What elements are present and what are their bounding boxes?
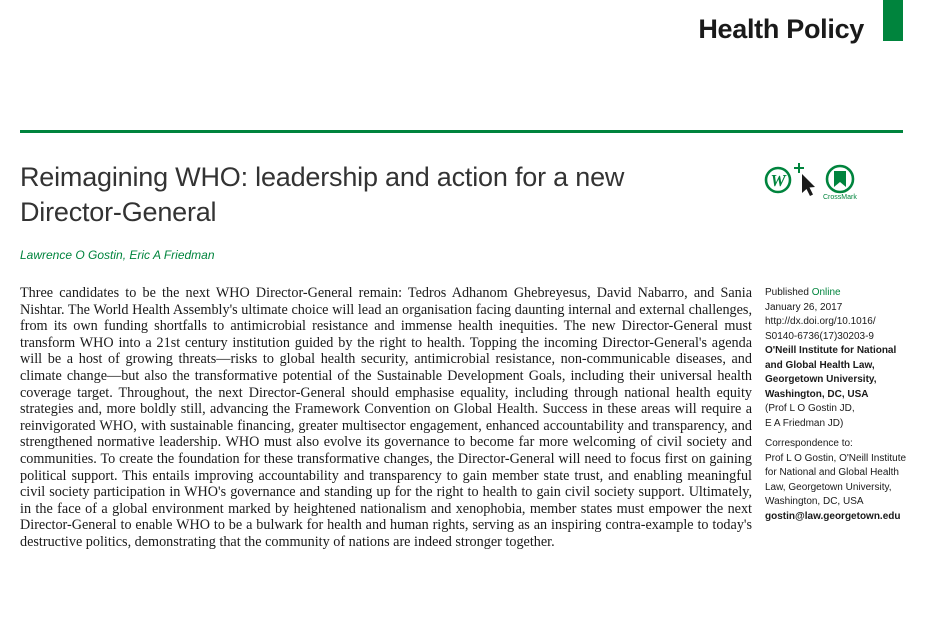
- svg-text:W: W: [770, 171, 786, 190]
- author-list: Lawrence O Gostin, Eric A Friedman: [20, 248, 215, 262]
- published-date: January 26, 2017: [765, 301, 843, 313]
- cursor-icon: [802, 174, 815, 196]
- article-title-line1: Reimagining WHO: leadership and action for a new: [20, 162, 625, 192]
- affiliation-line: O'Neill Institute for National: [765, 345, 897, 356]
- abstract-summary: Three candidates to be the next WHO Director-General remain: Tedros Adhanom Ghebreyesus, David Nabarro, and Sania Nishtar. The World Health Assembly's ultimate choice will lead an organisation facing daunting internal and external challenges, from its own funding shortfalls to antimicrobial resistance and immense health inequities. The new Director-General must transform WHO into a 21st century institution guided by the right to health. Topping the incoming Director-General's agenda will be a host of growing threats—risks to global health security, antimicrobial resistance, non-communicable diseases, and climate change—but also the transformative potential of the Sustainable Development Goals, including their universal health coverage target. Throughout, the next Director-General should emphasise equality, including through national health equity strategies and, more boldly still, advancing the Framework Convention on Global Health. Success in these areas will require a reinvigorated WHO, with sustainable financing, greater multisector engagement, enhanced accountability and transparency, and strengthened normative leadership. WHO must also evolve its governance to become far more welcoming of civil society and communities. To create the foundation for these transformative changes, the Director-General will need to focus first on gaining political support. This entails improving accountability and transparency to gain member state trust, and enabling meaningful civil society participation in WHO's governance and standing up for the right to health to gain civil society support. Ultimately, in the face of a global environment marked by heightened nationalism and xenophobia, member states must empower the next Director-General to enable WHO to be a bulwark for health and human rights, serving as an inspiring contra-example to today's destructive politics, demonstrating that the community of nations are indeed stronger together.: [20, 285, 752, 550]
- correspondence-line: Washington, DC, USA: [765, 496, 864, 507]
- affiliation: [765, 344, 935, 402]
- correspondence-line: for National and Global Health: [765, 467, 899, 478]
- article-title-line2: Director-General: [20, 197, 217, 227]
- correspondence-line: Prof L O Gostin, O'Neill Institute: [765, 452, 907, 464]
- correspondence-address: [765, 452, 935, 510]
- section-label: Health Policy: [698, 14, 864, 44]
- affiliation-line: Washington, DC, USA: [765, 388, 869, 400]
- section-color-tab: [883, 0, 903, 41]
- article-sidebar: [765, 286, 935, 524]
- header-rule: [20, 130, 903, 133]
- plus-icon: [794, 163, 804, 173]
- crossmark-label: CrossMark: [823, 194, 857, 201]
- affiliation-authors: [765, 402, 935, 431]
- published-label: Published: [765, 287, 809, 298]
- affiliation-author-line: E A Friedman JD): [765, 417, 844, 429]
- correspondence-line: Law, Georgetown University,: [765, 481, 892, 493]
- affiliation-line: and Global Health Law,: [765, 359, 875, 371]
- w-badge-icon[interactable]: [766, 168, 790, 192]
- correspondence-email-link[interactable]: gostin@law.georgetown.edu: [765, 510, 901, 522]
- published-line: [765, 286, 935, 301]
- article-title: [20, 160, 720, 230]
- crossmark-icon[interactable]: [827, 166, 853, 192]
- doi-link-line2[interactable]: S0140-6736(17)30203-9: [765, 330, 874, 342]
- affiliation-author-line: (Prof L O Gostin JD,: [765, 403, 855, 414]
- published-online-label: Online: [811, 287, 841, 298]
- doi-link-line1[interactable]: http://dx.doi.org/10.1016/: [765, 316, 876, 327]
- correspondence-label: Correspondence to:: [765, 438, 853, 449]
- affiliation-line: Georgetown University,: [765, 374, 877, 385]
